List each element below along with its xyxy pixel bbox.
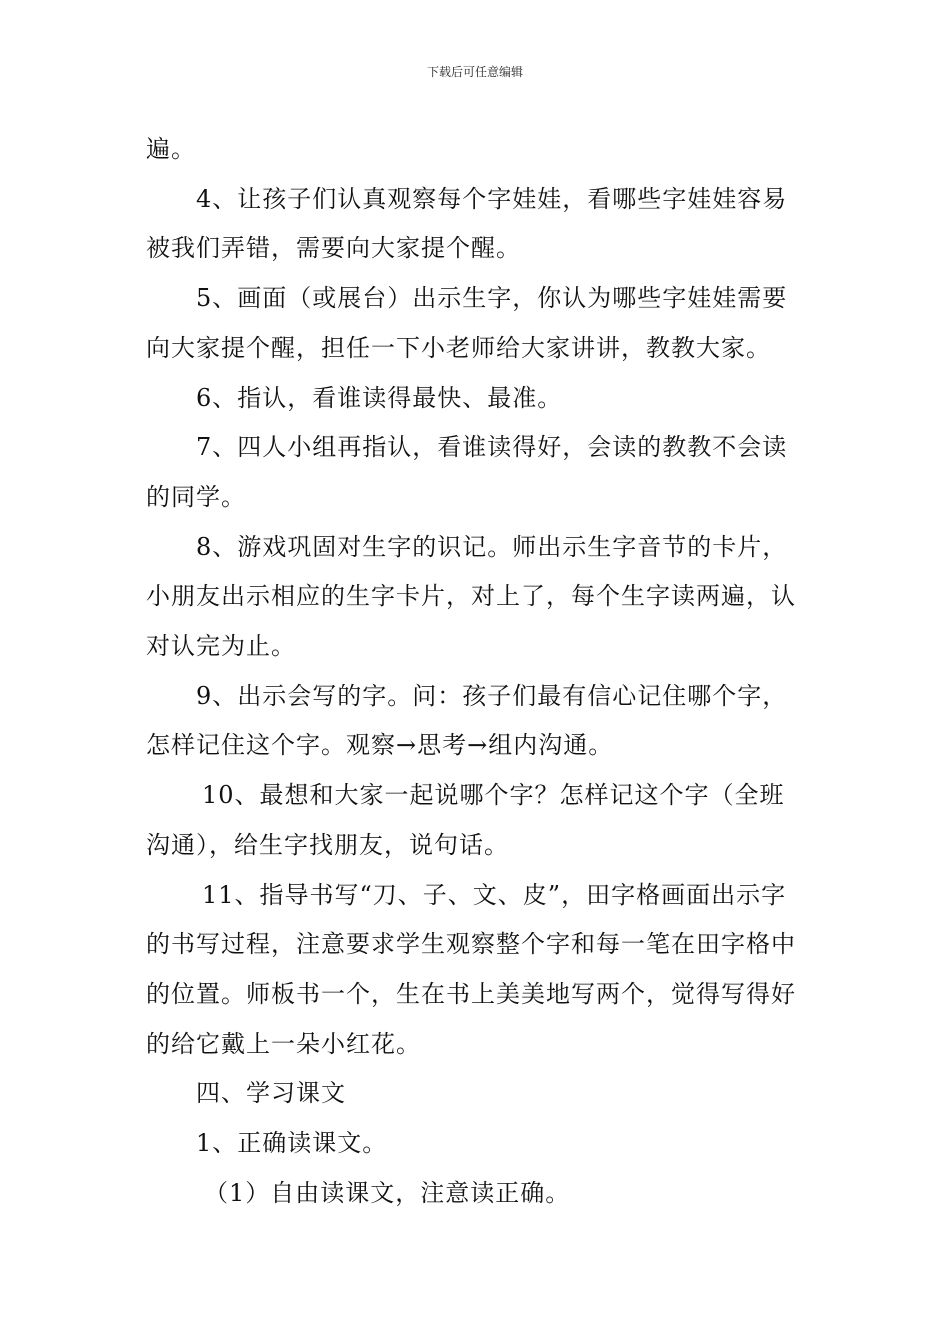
paragraph-step-8: 8、游戏巩固对生字的识记。师出示生字音节的卡片，小朋友出示相应的生字卡片，对上了，每个生字读两遍，认对认完为止。: [146, 532, 796, 661]
paragraph-read-correctly: 1、正确读课文。: [196, 1129, 388, 1158]
paragraph-step-11: 11、指导书写“刀、子、文、皮”，田字格画面出示字的书写过程，注意要求学生观察整个字和每一笔在田字格中的位置。师板书一个，生在书上美美地写两个，觉得写得好的给它戴上一朵小红花。: [146, 880, 796, 1058]
section-heading-learn-text: 四、学习课文: [196, 1079, 346, 1108]
paragraph-step-9: 9、出示会写的字。问：孩子们最有信心记住哪个字，怎样记住这个字。观察→思考→组内沟通。: [146, 681, 788, 760]
paragraph-free-reading: （1）自由读课文，注意读正确。: [204, 1178, 571, 1207]
paragraph-step-10: 10、最想和大家一起说哪个字？怎样记这个字（全班沟通），给生字找朋友，说句话。: [146, 781, 785, 859]
document-body: [146, 125, 808, 1218]
paragraph-step-7: 7、四人小组再指认，看谁读得好，会读的教教不会读的同学。: [146, 433, 788, 511]
paragraph-step-4: 4、让孩子们认真观察每个字娃娃，看哪些字娃娃容易被我们弄错，需要向大家提个醒。: [146, 184, 788, 263]
paragraph-step-6: 6、指认，看谁读得最快、最准。: [196, 383, 563, 412]
page-header-note: 下载后可任意编辑: [426, 65, 523, 79]
paragraph-continuation: 遍。: [146, 135, 196, 163]
paragraph-step-5: 5、画面（或展台）出示生字，你认为哪些字娃娃需要向大家提个醒，担任一下小老师给大家讲讲，教教大家。: [146, 284, 788, 362]
